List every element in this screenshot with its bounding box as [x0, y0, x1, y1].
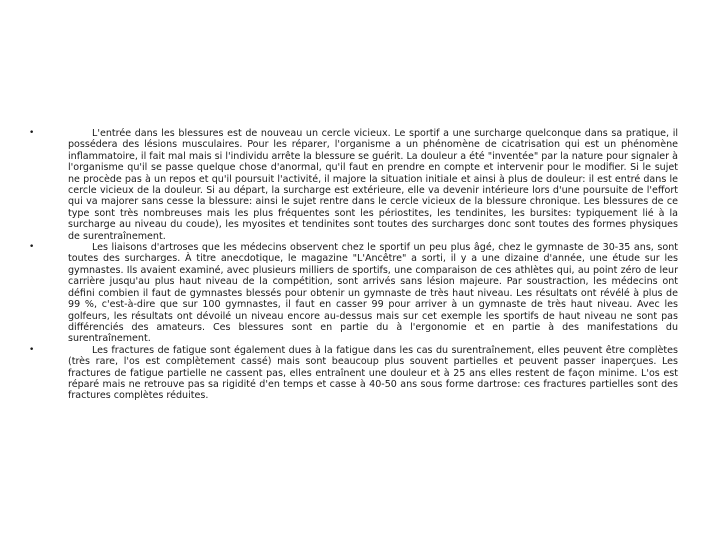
list-item [28, 242, 678, 345]
paragraph-text: L'entrée dans les blessures est de nouveau un cercle vicieux. Le sportif a une surcharge quelconque dans sa pratique, il possédera des lésions musculaires. Pour les réparer, l'organisme a un phénomène de cicatrisation qui est un phénomène inflammatoire, il fait mal mais si l'individu arrête la blessure se guérit. La douleur a été "inventée" par la nature pour signaler à l'organisme qu'il se passe quelque chose d'anormal, qu'il faut en prendre en compte et intervenir pour le modifier. Si le sujet ne procède pas à un repos et qu'il poursuit l'activité, il majore la situation initiale et ainsi à plus de douleur: il est entré dans le cercle vicieux de la douleur. Si au départ, la surcharge est extérieure, elle va devenir intérieure lors d'une poursuite de l'effort qui va majorer sans cesse la blessure: ainsi le sujet rentre dans le cercle vicieux de la blessure chronique. Les blessures de ce type sont très nombreuses mais les plus fréquentes sont les périostites, les tendinites, les bursites: typiquement lié à la surcharge au niveau du coude), les myosites et tendinites sont toutes des surcharges donc sont toutes des formes physiques de surentraînement. [68, 128, 678, 242]
paragraph-text: Les fractures de fatigue sont également dues à la fatigue dans les cas du surentraînement, elles peuvent être complètes (très rare, l'os est complètement cassé) mais sont beaucoup plus souvent partielles et peuvent passer inaperçues. Les fractures de fatigue partielle ne cassent pas, elles entraînent une douleur et à 25 ans elles restent de façon minime. L'os est réparé mais ne retrouve pas sa rigidité d'en temps et casse à 40-50 ans sous forme dartrose: ces fractures partielles sont des fractures complètes réduites. [68, 344, 678, 402]
list-item [28, 128, 678, 242]
bullet-list [28, 128, 678, 402]
bullet-marker: • [29, 128, 35, 138]
bullet-marker: • [29, 242, 35, 253]
bullet-marker: • [29, 344, 35, 355]
paragraph-text: Les liaisons d'artroses que les médecins observent chez le sportif un peu plus âgé, chez le gymnaste de 30-35 ans, sont toutes des surcharges. À titre anecdotique, le magazine "L'Ancêtre" a sorti, il y a une dizaine d'année, une étude sur les gymnastes. Ils avaient examiné, avec plusieurs milliers de sportifs, une comparaison de ces athlètes qui, au point zéro de leur carrière jusqu'au plus haut niveau de la compétition, sont arrivés sans lésion majeure. Par soustraction, les médecins ont défini combien il faut de gymnastes blessés pour obtenir un gymnaste de très haut niveau. Les résultats ont révélé à plus de 99 %, c'est-à-dire que sur 100 gymnastes, il faut en casser 99 pour arriver à un gymnaste de très haut niveau. Avec les golfeurs, les résultats ont dévoilé un niveau encore au-dessus mais sur cet exemple les sportifs de haut niveau ne sont pas différenciés des amateurs. Ces blessures sont en partie du à l'ergonomie et en partie à des manifestations du surentraînement. [68, 242, 678, 345]
list-item [28, 345, 678, 402]
